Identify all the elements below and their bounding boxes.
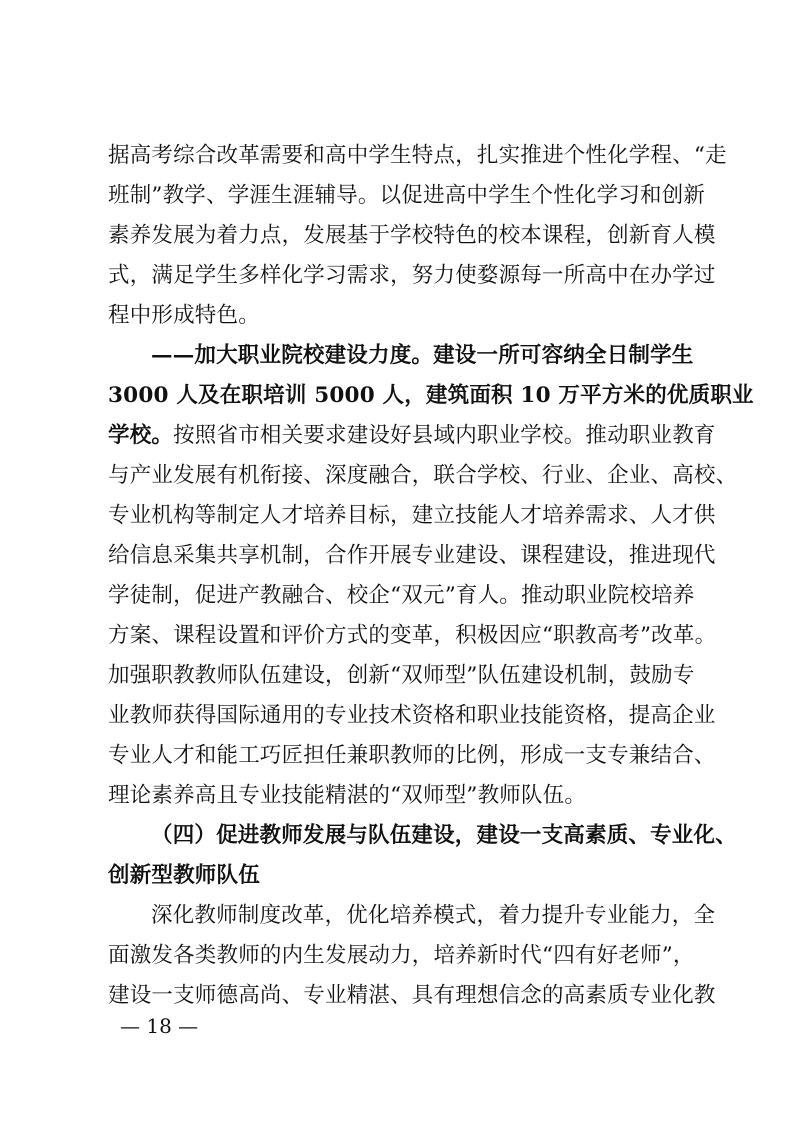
paragraph-line: 专业机构等制定人才培养目标，建立技能人才培养需求、人才供 bbox=[108, 503, 716, 528]
paragraph-line: 程中形成特色。 bbox=[108, 303, 260, 328]
paragraph-text: 按照省市相关要求建设好县域内职业学校。推动职业教育 bbox=[173, 423, 716, 448]
bold-lead-text: 学校。 bbox=[108, 423, 174, 448]
paragraph-line: 素养发展为着力点，发展基于学校特色的校本课程，创新育人模 bbox=[108, 223, 716, 248]
paragraph-line: 班制”教学、学涯生涯辅导。以促进高中学生个性化学习和创新 bbox=[108, 183, 706, 208]
bold-lead-line: ——加大职业院校建设力度。建设一所可容纳全日制学生 bbox=[151, 343, 694, 368]
paragraph-line: 与产业发展有机衔接、深度融合，联合学校、行业、企业、高校、 bbox=[108, 463, 738, 488]
paragraph-line: 建设一支师德高尚、专业精湛、具有理想信念的高素质专业化教 bbox=[108, 983, 716, 1008]
paragraph-line: 深化教师制度改革，优化培养模式，着力提升专业能力，全 bbox=[151, 903, 716, 928]
paragraph-line: 式，满足学生多样化学习需求，努力使婺源每一所高中在办学过 bbox=[108, 263, 716, 288]
section-heading: 创新型教师队伍 bbox=[108, 863, 260, 888]
paragraph-line: 据高考综合改革需要和高中学生特点，扎实推进个性化学程、“走 bbox=[108, 143, 727, 168]
bold-lead-line: 3000 人及在职培训 5000 人，建筑面积 10 万平方米的优质职业 bbox=[108, 383, 754, 408]
page-number: — 18 — bbox=[120, 1014, 199, 1038]
paragraph-line: 学徒制，促进产教融合、校企“双元”育人。推动职业院校培养 bbox=[108, 583, 695, 608]
paragraph-line: 加强职教教师队伍建设，创新“双师型”队伍建设机制，鼓励专 bbox=[108, 663, 695, 688]
paragraph-line: 业教师获得国际通用的专业技术资格和职业技能资格，提高企业 bbox=[108, 703, 716, 728]
body-text bbox=[108, 136, 754, 1016]
paragraph-line: 方案、课程设置和评价方式的变革，积极因应“职教高考”改革。 bbox=[108, 623, 717, 648]
paragraph-line: 理论素养高且专业技能精湛的“双师型”教师队伍。 bbox=[108, 783, 587, 808]
paragraph-line: 面激发各类教师的内生发展动力，培养新时代“四有好老师”， bbox=[108, 943, 695, 968]
paragraph-line: 专业人才和能工巧匠担任兼职教师的比例，形成一支专兼结合、 bbox=[108, 743, 716, 768]
paragraph-line: 给信息采集共享机制，合作开展专业建设、课程建设，推进现代 bbox=[108, 543, 716, 568]
section-heading: （四）促进教师发展与队伍建设，建设一支高素质、专业化、 bbox=[151, 823, 737, 848]
mixed-line bbox=[108, 416, 716, 456]
